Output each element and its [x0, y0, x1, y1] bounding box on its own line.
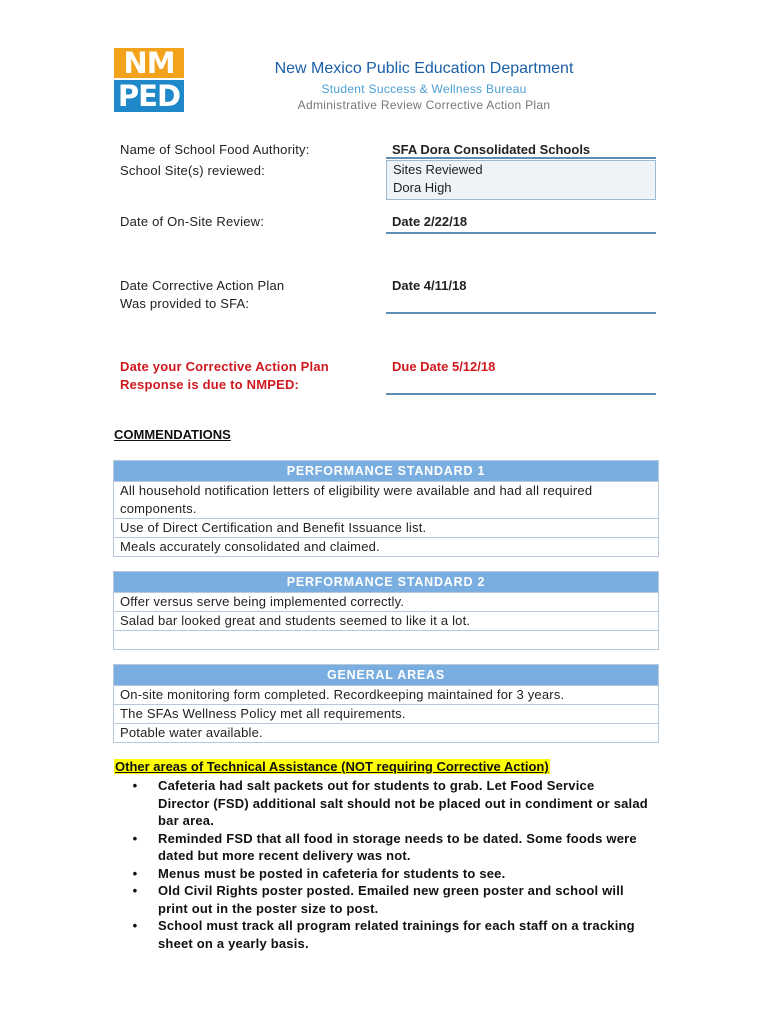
- review-date-value: Date 2/22/18: [392, 214, 468, 229]
- due-date-label-line1: Date your Corrective Action Plan: [120, 359, 329, 374]
- cap-date-underline: [386, 312, 656, 314]
- list-item-text: School must track all program related trainings for each staff on a tracking sheet on a yearly basis.: [158, 918, 635, 951]
- performance-standard-1-table: [113, 460, 659, 557]
- due-date-underline: [386, 393, 656, 395]
- cap-date-label-line1: Date Corrective Action Plan: [120, 278, 285, 293]
- review-date-underline: [386, 232, 656, 234]
- table-row: Use of Direct Certification and Benefit Issuance list.: [114, 518, 658, 537]
- document-subtitle: Administrative Review Corrective Action Plan: [297, 98, 551, 112]
- table-row: On-site monitoring form completed. Recordkeeping maintained for 3 years.: [114, 685, 658, 704]
- table-header: GENERAL AREAS: [114, 665, 658, 685]
- bullet-icon: •: [132, 778, 138, 793]
- page-title: New Mexico Public Education Department: [274, 60, 574, 77]
- bullet-icon: •: [132, 830, 138, 846]
- bullet-icon: •: [132, 883, 138, 898]
- table-row: All household notification letters of eligibility were available and had all required components.: [114, 481, 658, 518]
- sites-reviewed-box: [386, 160, 656, 200]
- commendations-heading: COMMENDATIONS: [114, 427, 231, 442]
- due-date-value: Due Date 5/12/18: [392, 359, 496, 374]
- sites-reviewed-header: Sites Reviewed: [393, 162, 483, 177]
- review-date-label: Date of On-Site Review:: [120, 214, 265, 229]
- performance-standard-2-table: [113, 571, 659, 650]
- due-date-label-line2: Response is due to NMPED:: [120, 377, 300, 392]
- bureau-subtitle: Student Success & Wellness Bureau: [321, 82, 527, 96]
- list-item: [128, 777, 648, 830]
- nmped-logo: [114, 48, 184, 112]
- table-row: The SFAs Wellness Policy met all requirements.: [114, 704, 658, 723]
- list-item-text: Reminded FSD that all food in storage needs to be dated. Some foods were dated but more recent delivery was not.: [158, 830, 637, 863]
- table-row: Offer versus serve being implemented correctly.: [114, 592, 658, 611]
- table-header: PERFORMANCE STANDARD 2: [114, 572, 658, 592]
- cap-date-label-line2: Was provided to SFA:: [120, 296, 250, 311]
- sites-reviewed-value: Dora High: [393, 180, 452, 195]
- list-item: [128, 830, 648, 865]
- list-item: [128, 865, 648, 883]
- list-item-text: Cafeteria had salt packets out for students to grab. Let Food Service Director (FSD) additional salt should not be placed out in condiment or salad bar area.: [158, 778, 648, 828]
- list-item: [128, 917, 648, 952]
- general-areas-table: [113, 664, 659, 743]
- table-row: Potable water available.: [114, 723, 658, 742]
- table-row-empty: [114, 630, 658, 649]
- sfa-underline: [386, 157, 656, 159]
- technical-assistance-list: [128, 777, 648, 952]
- bullet-icon: •: [132, 918, 138, 933]
- sfa-value: SFA Dora Consolidated Schools: [392, 142, 591, 157]
- bullet-icon: •: [132, 865, 138, 881]
- list-item: [128, 882, 648, 917]
- table-row: Meals accurately consolidated and claimed.: [114, 537, 658, 556]
- logo-text-nm: NM: [123, 46, 175, 80]
- list-item-text: Old Civil Rights poster posted. Emailed new green poster and school will print out in the poster size to post.: [158, 883, 624, 916]
- logo-text-ped: PED: [117, 79, 181, 113]
- sites-label: School Site(s) reviewed:: [120, 163, 265, 178]
- table-header: PERFORMANCE STANDARD 1: [114, 461, 658, 481]
- list-item-text: Menus must be posted in cafeteria for students to see.: [158, 865, 506, 881]
- cap-date-value: Date 4/11/18: [392, 278, 467, 293]
- technical-assistance-heading: Other areas of Technical Assistance (NOT requiring Corrective Action): [115, 759, 549, 774]
- sfa-label: Name of School Food Authority:: [120, 142, 310, 157]
- table-row: Salad bar looked great and students seemed to like it a lot.: [114, 611, 658, 630]
